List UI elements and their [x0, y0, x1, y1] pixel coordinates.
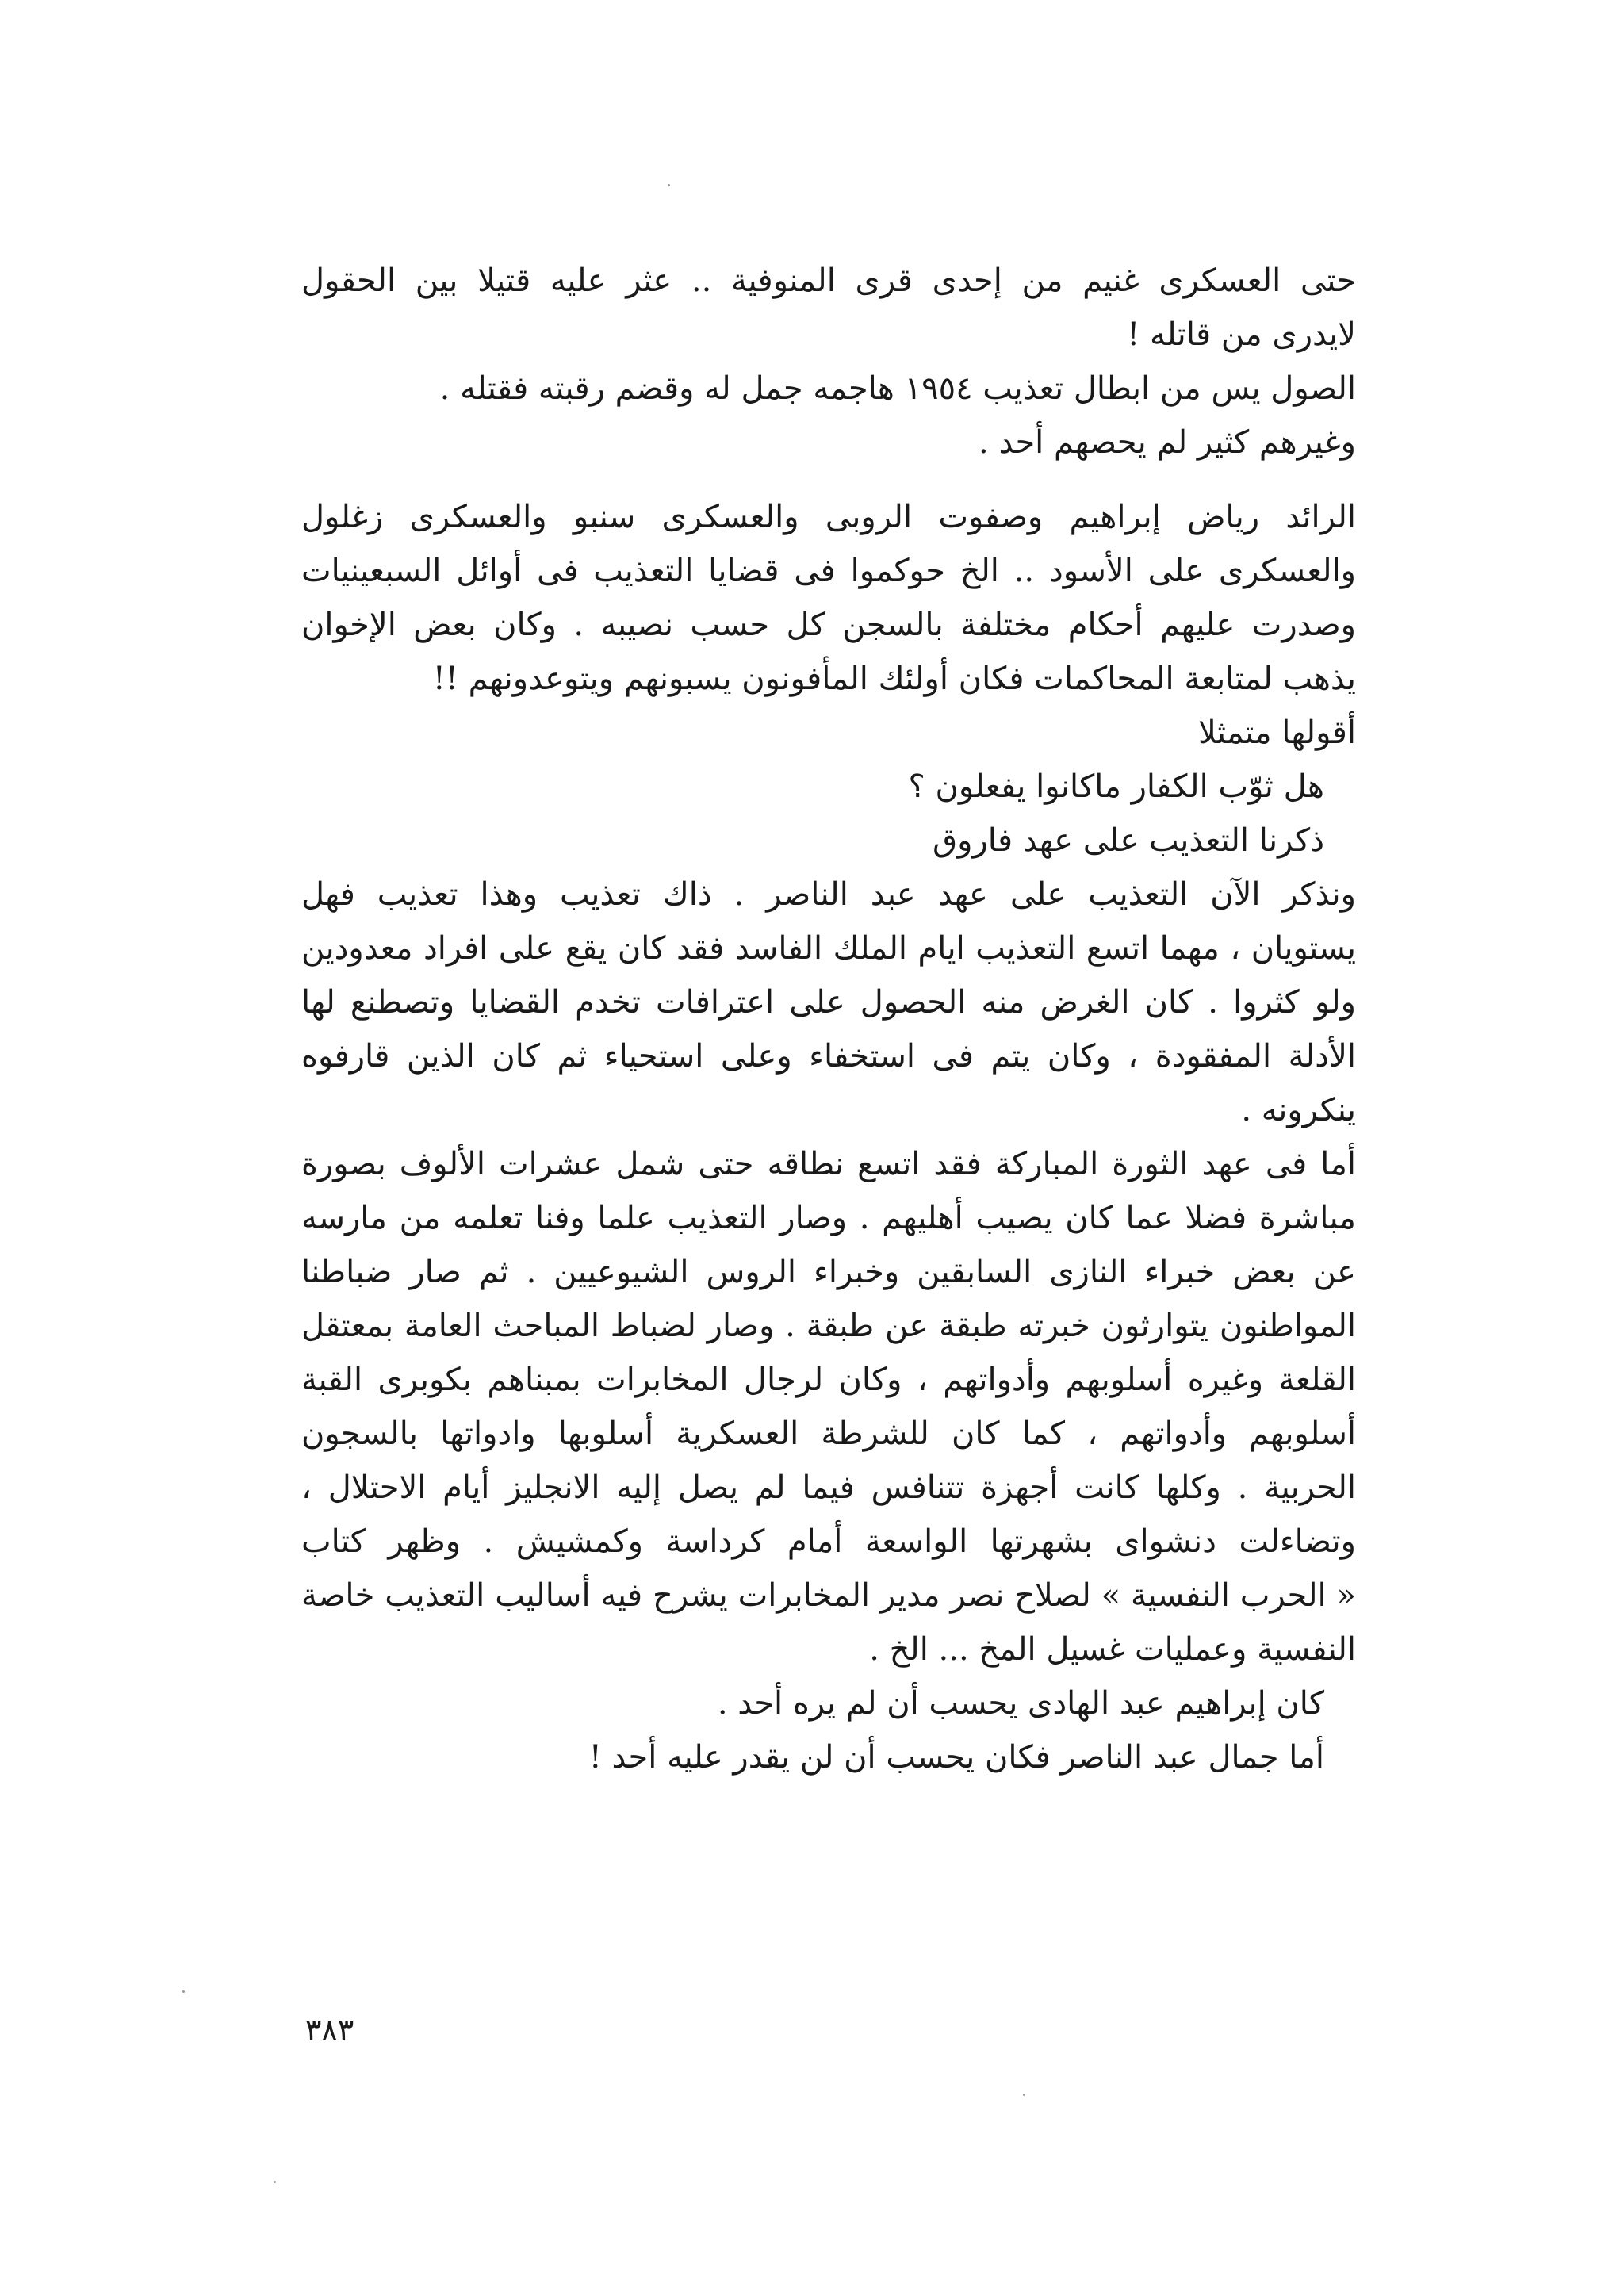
text-line: ونذكر الآن التعذيب على عهد عبد الناصر . ذاك تعذيب وهذا تعذيب فهل	[301, 876, 1356, 913]
verse-quote	[301, 760, 1356, 868]
text-line: أما جمال عبد الناصر فكان يحسب أن لن يقدر عليه أحد !	[588, 1739, 1324, 1776]
text-line: لايدرى من قاتله !	[1127, 316, 1356, 353]
page-number: ٣٨٣	[305, 2013, 354, 2048]
scan-speck	[182, 1990, 185, 1993]
text-line: ذكرنا التعذيب على عهد فاروق	[933, 822, 1324, 859]
text-line: الصول يس من ابطال تعذيب ١٩٥٤ هاجمه جمل له وقضم رقبته فقتله .	[439, 370, 1356, 407]
text-line: أما فى عهد الثورة المباركة فقد اتسع نطاقه حتى شمل عشرات الألوف بصورة	[301, 1146, 1356, 1182]
text-line: أسلوبهم وأدواتهم ، كما كان للشرطة العسكرية أسلوبها وادواتها بالسجون	[301, 1416, 1356, 1452]
paragraph	[301, 254, 1356, 362]
text-line: الرائد رياض إبراهيم وصفوت الروبى والعسكرى سنبو والعسكرى زغلول	[301, 499, 1356, 535]
text-line: يذهب لمتابعة المحاكمات فكان أولئك المأفونون يسبونهم ويتوعدونهم !!	[432, 661, 1356, 697]
text-line: مباشرة فضلا عما كان يصيب أهليهم . وصار التعذيب علما وفنا تعلمه من مارسه	[301, 1200, 1356, 1236]
text-line: والعسكرى على الأسود .. الخ حوكموا فى قضايا التعذيب فى أوائل السبعينيات	[301, 553, 1356, 589]
paragraph	[301, 706, 1356, 760]
paragraph	[301, 490, 1356, 706]
text-line: ولو كثروا . كان الغرض منه الحصول على اعترافات تخدم القضايا وتصطنع لها	[301, 984, 1356, 1021]
text-line: القلعة وغيره أسلوبهم وأدواتهم ، وكان لرجال المخابرات بمبناهم بكوبرى القبة	[301, 1362, 1356, 1398]
scan-speck	[274, 2181, 276, 2183]
text-line: وتضاءلت دنشواى بشهرتها الواسعة أمام كرداسة وكمشيش . وظهر كتاب	[301, 1523, 1356, 1560]
text-line: ينكرونه .	[1241, 1092, 1356, 1128]
text-line: حتى العسكرى غنيم من إحدى قرى المنوفية .. عثر عليه قتيلا بين الحقول	[301, 262, 1356, 299]
text-line: المواطنون يتوارثون خبرته طبقة عن طبقة . وصار لضباط المباحث العامة بمعتقل	[301, 1308, 1356, 1344]
text-line: وغيرهم كثير لم يحصهم أحد .	[979, 424, 1356, 461]
text-line: الحربية . وكلها كانت أجهزة تتنافس فيما لم يصل إليه الانجليز أيام الاحتلال ،	[301, 1469, 1356, 1506]
body-text	[301, 254, 1356, 1784]
text-line: وصدرت عليهم أحكام مختلفة بالسجن كل حسب نصيبه . وكان بعض الإخوان	[301, 607, 1356, 643]
text-line: « الحرب النفسية » لصلاح نصر مدير المخابرات يشرح فيه أساليب التعذيب خاصة	[301, 1577, 1356, 1614]
paragraph-gap	[301, 469, 1356, 490]
closing-lines	[301, 1676, 1356, 1784]
text-line: كان إبراهيم عبد الهادى يحسب أن لم يره أحد .	[717, 1685, 1324, 1722]
scan-speck	[1023, 2094, 1025, 2096]
text-line: النفسية وعمليات غسيل المخ ... الخ .	[869, 1631, 1356, 1668]
paragraph	[301, 362, 1356, 469]
paragraph	[301, 868, 1356, 1137]
text-line: هل ثوّب الكفار ماكانوا يفعلون ؟	[908, 768, 1324, 805]
text-line: يستويان ، مهما اتسع التعذيب ايام الملك الفاسد فقد كان يقع على افراد معدودين	[301, 930, 1356, 967]
scan-speck	[668, 184, 670, 186]
text-line: أقولها متمثلا	[1198, 715, 1356, 751]
paragraph	[301, 1137, 1356, 1676]
text-line: الأدلة المفقودة ، وكان يتم فى استخفاء وعلى استحياء ثم كان الذين قارفوه	[301, 1038, 1356, 1075]
text-line: عن بعض خبراء النازى السابقين وخبراء الروس الشيوعيين . ثم صار ضباطنا	[301, 1254, 1356, 1290]
